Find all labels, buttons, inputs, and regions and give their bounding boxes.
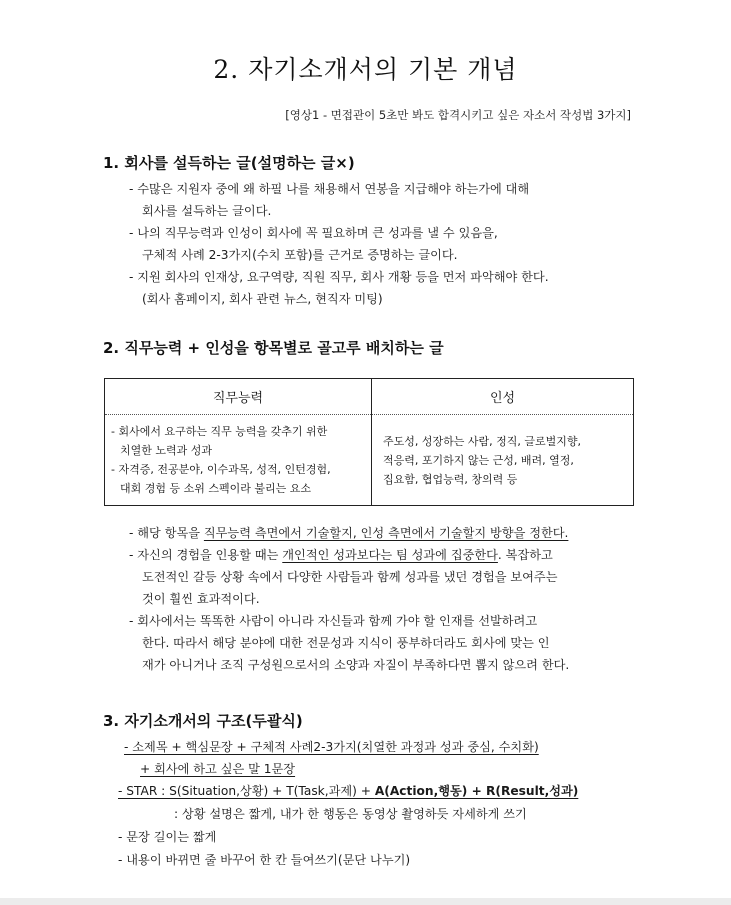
s1-line-1: - 수많은 지원자 중에 왜 하필 나를 채용해서 연봉을 지급해야 하는가에 대해 <box>129 182 530 196</box>
s1-line-2: 회사를 설득하는 글이다. <box>142 204 272 218</box>
competency-line-4: 대회 경험 등 소위 스펙이라 불리는 요소 <box>120 482 311 495</box>
competency-line-1: - 회사에서 요구하는 직무 능력을 갖추기 위한 <box>111 425 328 438</box>
competency-line-3: - 자격증, 전공분야, 이수과목, 성적, 인턴경험, <box>111 463 331 476</box>
s3-line-6: - 내용이 바뀌면 줄 바꾸어 한 칸 들여쓰기(문단 나누기) <box>118 853 411 867</box>
s1-line-4: 구체적 사례 2-3가지(수치 포함)를 근거로 증명하는 글이다. <box>142 248 458 262</box>
s1-line-5: - 지원 회사의 인재상, 요구역량, 직원 직무, 회사 개황 등을 먼저 파악해야 한다. <box>129 270 549 284</box>
s3-star-line <box>118 780 578 802</box>
s2-bullet-1-prefix: - 해당 항목을 <box>129 526 204 540</box>
s2-bullet-2-line-3: 것이 훨씬 효과적이다. <box>142 592 260 606</box>
s2-bullet-2-emphasis: 개인적인 성과보다는 팀 성과에 집중한다 <box>282 548 498 562</box>
s3-line-5: - 문장 길이는 짧게 <box>118 830 217 844</box>
table-header-competency: 직무능력 <box>105 379 372 415</box>
section1-heading: 1. 회사를 설득하는 글(설명하는 글×) <box>103 154 355 172</box>
s2-bullet-2-suffix: . 복잡하고 <box>497 548 553 562</box>
s2-bullet-2-line-2: 도전적인 갈등 상황 속에서 다양한 사람들과 함께 성과를 냈던 경험을 보여주는 <box>142 570 558 584</box>
s2-bullet-3-line-2: 한다. 따라서 해당 분야에 대한 전문성과 지식이 풍부하더라도 회사에 맞는 인 <box>142 636 550 650</box>
star-prefix: - STAR : S(Situation,상황) + T(Task,과제) + <box>118 784 375 798</box>
table-cell-character <box>372 415 634 506</box>
s2-bullet-2-prefix: - 자신의 경험을 인용할 때는 <box>129 548 283 562</box>
table-header-character: 인성 <box>372 379 634 415</box>
s2-bullet-1 <box>129 522 568 544</box>
s1-line-6: (회사 홈페이지, 회사 관련 뉴스, 현직자 미팅) <box>142 292 383 306</box>
competency-line-2: 치열한 노력과 성과 <box>120 444 213 457</box>
section3-heading: 3. 자기소개서의 구조(두괄식) <box>103 712 303 730</box>
s2-bullet-3-line-3: 재가 아니거나 조직 구성원으로서의 소양과 자질이 부족하다면 뽑지 않으려 한다. <box>142 658 570 672</box>
page-title: 2. 자기소개서의 기본 개념 <box>213 55 518 84</box>
page-bottom-edge <box>0 898 731 905</box>
s1-line-3: - 나의 직무능력과 인성이 회사에 꼭 필요하며 큰 성과를 낼 수 있음을, <box>129 226 498 240</box>
video-reference: [영상1 - 면접관이 5초만 봐도 합격시키고 싶은 자소서 작성법 3가지] <box>285 108 631 122</box>
character-line-1: 주도성, 성장하는 사람, 정직, 글로벌지향, <box>383 434 581 448</box>
section2-heading: 2. 직무능력 + 인성을 항목별로 골고루 배치하는 글 <box>103 339 444 357</box>
s2-bullet-3: - 회사에서는 똑똑한 사람이 아니라 자신들과 함께 가야 할 인재를 선발하려고 <box>129 614 538 628</box>
s3-structure-line-2: + 회사에 하고 싶은 말 1문장 <box>140 762 296 776</box>
table-cell-competency <box>105 415 372 506</box>
competency-table <box>104 378 634 506</box>
star-action-result: A(Action,행동) + R(Result,성과) <box>374 784 579 798</box>
s2-bullet-1-emphasis: 직무능력 측면에서 기술할지, 인성 측면에서 기술할지 방향을 정한다. <box>203 526 569 540</box>
character-line-3: 집요함, 협업능력, 창의력 등 <box>383 472 518 486</box>
character-line-2: 적응력, 포기하지 않는 근성, 배려, 열정, <box>383 453 574 467</box>
s3-star-note: : 상황 설명은 짧게, 내가 한 행동은 동영상 촬영하듯 자세하게 쓰기 <box>174 807 527 821</box>
s2-bullet-2 <box>129 544 553 566</box>
s3-structure-line-1: - 소제목 + 핵심문장 + 구체적 사례2-3가지(치열한 과정과 성과 중심, 수치화) <box>124 740 539 754</box>
